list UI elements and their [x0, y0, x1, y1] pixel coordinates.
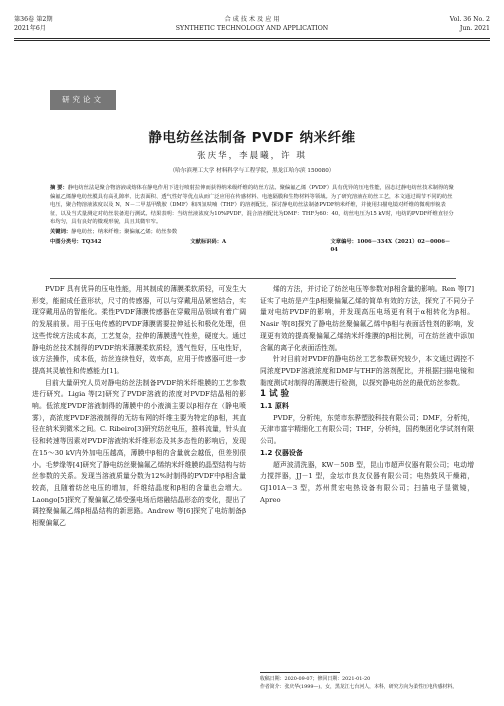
- abstract-block: [50, 184, 456, 255]
- abstract: [50, 184, 456, 227]
- keywords-text: 静电纺丝；纳米纤维；聚偏氟乙烯；纺丝参数: [71, 228, 178, 235]
- paper-title: 静电纺丝法制备 PVDF 纳米纤维: [148, 130, 356, 146]
- running-header: [14, 16, 490, 38]
- volume-issue: 第36卷 第2期: [14, 16, 53, 23]
- footnote-rule: [260, 672, 340, 673]
- intro-paragraph-1: PVDF 具有优异的压电性能，用其制成的薄膜柔软质轻，可发生大形变，能耐成任意形状，尺寸的传感器，可以与穿戴用品紧密结合，实现穿戴用品的智能化。柔性PVDF薄膜传感器在穿戴用品领域有着广阔的发展前景。用于压电传感的PVDF薄膜需要拉伸延长和极化处理，但这些传统方法成本高，工艺复杂，拉伸的薄膜透气性差，硬度大。通过静电纺丝技术制得的PVDF纳米薄膜柔软质轻，透气性好，压电性好，该方法操作，成本低，纺丝连续性好，效率高，应用于传感器可进一步提高其灵敏性和传感能力[1]。: [32, 285, 246, 375]
- abstract-rule: [50, 278, 456, 279]
- abstract-label: 摘 要：: [50, 185, 68, 191]
- equipment-paragraph: 超声波清洗器，KW－50B 型，昆山市超声仪器有限公司；电动增力搅拌器，JJ－1 型，金坛市良友仪器有限公司；电热鼓风干燥箱，GJ101A－3 型，苏州贯宏电热设备有限公司；扫描电子显微镜，Apreo: [260, 460, 474, 504]
- section-heading-experiment: 1 试 验: [260, 389, 290, 400]
- journal-name-en: SYNTHETIC TECHNOLOGY AND APPLICATION: [175, 24, 329, 32]
- subsection-heading-equipment: 1.2 仪器设备: [260, 448, 303, 457]
- intro-paragraph-4: 针对目前对PVDF的静电纺丝工艺参数研究较少，本文通过调控不同浓度PVDF溶液浓度和DMF与THF的溶剂配比，并根据扫描电镜和黏度测试对制得的薄膜进行检测，以探究静电纺丝的最优纺丝参数。: [260, 355, 474, 387]
- issue-date-en: Jun. 2021: [459, 24, 490, 32]
- section-banner: 研究论文: [50, 90, 116, 110]
- paper-authors: 张庆华，李晨曦，许 琪: [197, 151, 307, 161]
- header-center: [14, 16, 490, 33]
- header-rule-thin: [14, 40, 490, 41]
- author-affiliation: （哈尔滨理工大学 材料科学与工程学院，黑龙江哈尔滨 150080）: [169, 168, 335, 174]
- author-bio: 作者简介：张庆华(1999—)，女，黑龙江七台河人，本科，研究方向为柔性压电传感材料。: [260, 683, 458, 690]
- intro-paragraph-2: 目前大量研究人员对静电纺丝法制备PVDF纳米纤维膜的工艺参数进行研究。Ligia 等[2]研究了PVDF溶液的浓度对PVDF结晶相的影响。低浓度PVDF溶液制得的薄膜中的小液滴主要以β相存在（静电喷雾），高浓度PVDF溶液制得的无纺布网的纤维主要为特定的β相，其直径在纳米到微米之间。C. Ribeiro[3]研究纺丝电压，推料流量，针头直径和转速等因素对PVDF溶液纳米纤维形态及其多态性的影响后，发现在15～30 kV内外加电压越高，薄膜中β相的含量就会越低，但差别很小。毛梦缘等[4]研究了静电纺丝聚偏氟乙烯纳米纤维膜的晶型结构与纺丝参数的关系。发现当溶液质量分数为12%时制得的PVDF中β相含量较高，且随着纺丝电压的增加，纤维结晶度和β相的含量也会增大。Laongo[5]探究了聚偏氟乙烯受强电场后熔融结晶形态的变化，提出了调控聚偏氟乙烯β相晶结构的新思路。Andrew 等[6]探究了电纺制备β相聚偏氟乙: [32, 378, 247, 528]
- issue-date: 2021年6月: [14, 24, 47, 32]
- journal-name-cn: 合 成 技 术 及 应 用: [224, 16, 280, 23]
- footnote: [260, 676, 474, 691]
- abstract-text: 静电纺丝法是聚合物溶液或熔体在静电作用下进行喷射拉伸而获得纳米级纤维的纺丝方法。聚偏氟乙烯（PVDF）具有优异的压电性能，固态过静电纺丝技术制得的聚偏氟乙烯静电纺丝膜具有高孔隙率、比表面积、透气性好等优点从而广泛应用在传感材料、电池隔膜和生物材料等领域。为了研究溶液在纺丝工艺，本文通过调节不同的纺丝电压，聚合物溶液浓度以及 N，N－二甲基甲酰胺（DMF）和四氢呋喃（THF）的溶剂配比，探讨静电纺丝法制备PVDF纳米纤维，并使用扫描电镜对纤维的微观形貌表征，以及当式量测定对纺丝装备进行测试。结果表明：当纺丝液浓度为10%PVDF，混合溶剂配比为DMF：THF为60：40，纺丝电压为15 kV时，电纺的PVDF纤维直径分布均匀，具有良好的微观形貌，具且其微窄窄。: [50, 185, 454, 226]
- header-rule: [14, 38, 490, 39]
- header-right: [450, 16, 490, 33]
- document-code: 文献标识码：A: [190, 238, 227, 245]
- right-column: [260, 284, 474, 506]
- clc-number: 中图分类号：TQ342: [50, 238, 102, 245]
- keywords: [50, 228, 456, 237]
- article-number: 文章编号：1006－334X（2021）02－0006－04: [330, 238, 451, 254]
- intro-paragraph-3: 烯的方法，并讨论了纺丝电压等参数对β相含量的影响。Ren 等[7]证实了电纺是产生β相聚偏氟乙烯的简单有效的方法，探究了不同分子量对电纺PVDF的影响，并发现高压电场更有利于α相转化为β相。Nasir 等[8]探究了静电纺丝聚偏氟乙烯中β相与表面活性剂的影响，发现更有效的提高聚偏氟乙烯纳米纤维膜的β相比例，可在纺丝液中添加含氟的离子化表面活性剂。: [260, 285, 474, 352]
- left-column: [32, 284, 246, 530]
- keywords-label: 关键词：: [50, 228, 72, 235]
- materials-paragraph: PVDF，分析纯，东莞市东骅塑胶科技有限公司；DMF，分析纯，天津市富宇精细化工有限公司；THF，分析纯，国药集团化学试剂有限公司。: [260, 413, 474, 446]
- article-meta: [50, 238, 456, 255]
- subsection-heading-materials: 1.1 原料: [260, 402, 289, 411]
- received-date: 收稿日期：2020-09-07；修回日期：2021-01-20: [260, 676, 371, 682]
- volume-issue-en: Vol. 36 No. 2: [449, 16, 490, 23]
